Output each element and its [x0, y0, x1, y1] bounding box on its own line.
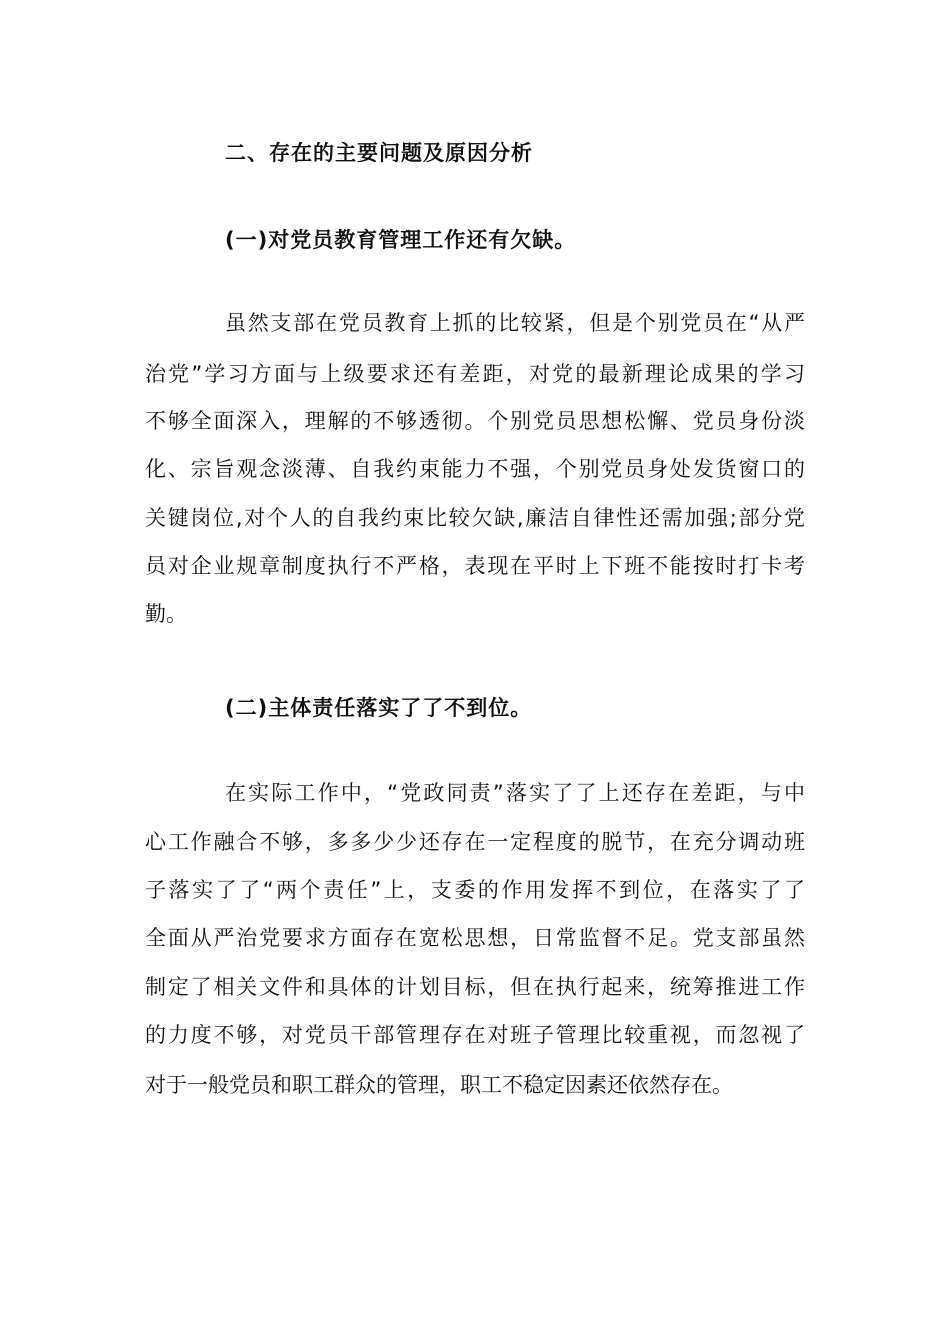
paragraph-line: 虽然支部在党员教育上抓的比较紧，但是个别党员在“从严: [225, 311, 805, 335]
paragraph-line: 化、宗旨观念淡薄、自我约束能力不强，个别党员身处发货窗口的: [145, 457, 805, 481]
paragraph-line: 勤。: [145, 602, 187, 626]
section-title: 二、存在的主要问题及原因分析: [225, 141, 533, 165]
paragraph-line: 治党”学习方面与上级要求还有差距，对党的最新理论成果的学习: [145, 362, 805, 386]
paragraph-line: 关键岗位,对个人的自我约束比较欠缺,廉洁自律性还需加强;部分党: [145, 506, 805, 530]
paragraph-line: 对于一般党员和职工群众的管理，职工不稳定因素还依然存在。: [145, 1073, 733, 1097]
paragraph-line: 员对企业规章制度执行不严格，表现在平时上下班不能按时打卡考: [145, 554, 805, 578]
paragraph-line: 子落实了了“两个责任”上，支委的作用发挥不到位，在落实了了: [145, 878, 805, 902]
paragraph-line: 在实际工作中，“党政同责”落实了了上还存在差距，与中: [225, 781, 805, 805]
paragraph-line: 的力度不够，对党员干部管理存在对班子管理比较重视，而忽视了: [145, 1023, 805, 1047]
paragraph-line: 不够全面深入，理解的不够透彻。个别党员思想松懈、党员身份淡: [145, 409, 805, 433]
paragraph-line: 全面从严治党要求方面存在宽松思想，日常监督不足。党支部虽然: [145, 926, 805, 950]
subsection-title-2: (二)主体责任落实了了不到位。: [225, 696, 533, 720]
subsection-title-1: (一)对党员教育管理工作还有欠缺。: [225, 228, 577, 252]
paragraph-line: 心工作融合不够，多多少少还存在一定程度的脱节，在充分调动班: [145, 830, 805, 854]
paragraph-line: 制定了相关文件和具体的计划目标，但在执行起来，统筹推进工作: [145, 975, 805, 999]
